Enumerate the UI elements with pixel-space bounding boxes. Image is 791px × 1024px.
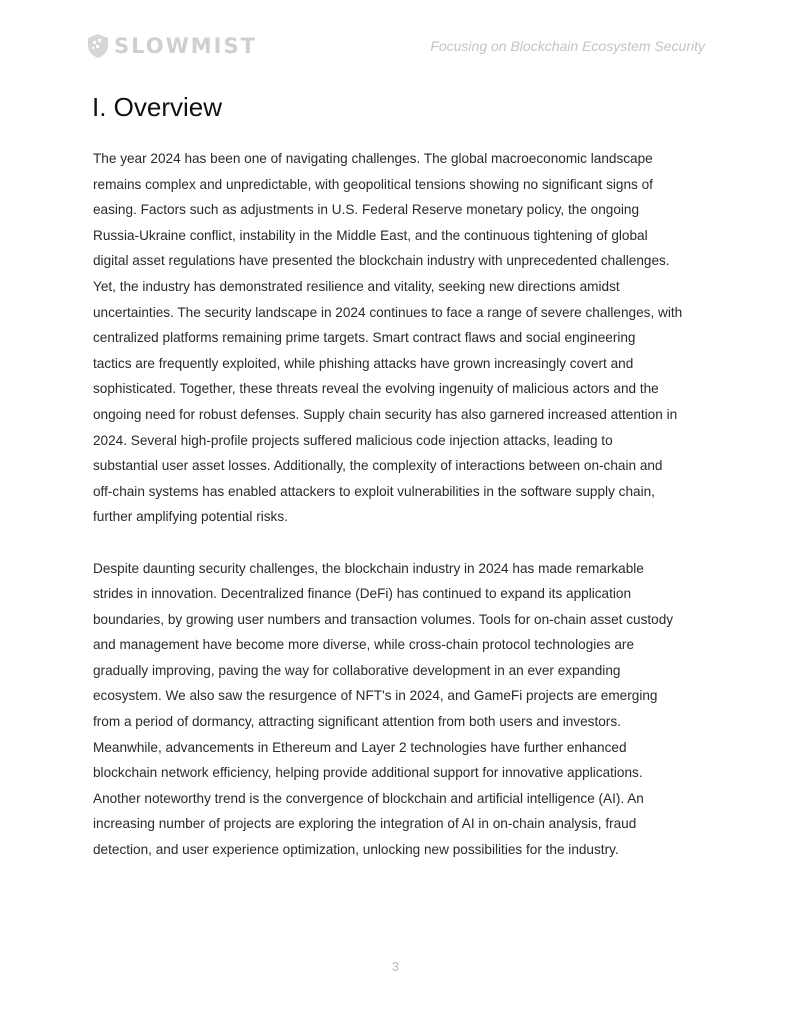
text-line: off-chain systems has enabled attackers to exploit vulnerabilities in the software supply chain, — [93, 483, 655, 499]
text-line: increasing number of projects are exploring the integration of AI in on-chain analysis, fraud — [93, 816, 637, 832]
text-line: from a period of dormancy, attracting significant attention from both users and investors. — [93, 714, 621, 730]
text-line: sophisticated. Together, these threats reveal the evolving ingenuity of malicious actors and the — [93, 381, 659, 397]
body-text — [93, 146, 713, 888]
text-line: tactics are frequently exploited, while phishing attacks have grown increasingly covert and — [93, 355, 634, 371]
text-line: digital asset regulations have presented the blockchain industry with unprecedented challenges. — [93, 253, 670, 269]
text-line: Yet, the industry has demonstrated resilience and vitality, seeking new directions amidst — [93, 278, 620, 294]
section-title: I. Overview — [92, 92, 223, 122]
slowmist-logo — [86, 33, 257, 59]
text-line: Another noteworthy trend is the convergence of blockchain and artificial intelligence (AI). An — [93, 790, 644, 806]
text-line: ecosystem. We also saw the resurgence of NFT's in 2024, and GameFi projects are emerging — [93, 688, 658, 704]
paragraph — [93, 556, 713, 863]
text-line: gradually improving, paving the way for collaborative development in an ever expanding — [93, 662, 621, 678]
text-line: further amplifying potential risks. — [93, 509, 288, 525]
text-line: uncertainties. The security landscape in 2024 continues to face a range of severe challenges, with — [93, 304, 683, 320]
text-line: easing. Factors such as adjustments in U.S. Federal Reserve monetary policy, the ongoing — [93, 202, 640, 218]
text-line: Despite daunting security challenges, the blockchain industry in 2024 has made remarkable — [93, 560, 644, 576]
text-line: substantial user asset losses. Additionally, the complexity of interactions between on-chain and — [93, 458, 663, 474]
text-line: boundaries, by growing user numbers and transaction volumes. Tools for on-chain asset custody — [93, 611, 674, 627]
text-line: 2024. Several high-profile projects suffered malicious code injection attacks, leading to — [93, 432, 613, 448]
text-line: The year 2024 has been one of navigating challenges. The global macroeconomic landscape — [93, 151, 653, 166]
header-tagline: Focusing on Blockchain Ecosystem Security — [430, 38, 705, 54]
logo-wordmark: SLOWMIST — [114, 34, 257, 58]
text-line: remains complex and unpredictable, with geopolitical tensions showing no significant signs of — [93, 176, 653, 192]
text-line: Meanwhile, advancements in Ethereum and Layer 2 technologies have further enhanced — [93, 739, 627, 755]
shield-icon — [86, 33, 110, 59]
text-line: and management have become more diverse, while cross-chain protocol technologies are — [93, 637, 635, 653]
text-line: Russia-Ukraine conflict, instability in the Middle East, and the continuous tightening of global — [93, 227, 648, 243]
text-line: strides in innovation. Decentralized finance (DeFi) has continued to expand its application — [93, 586, 632, 602]
paragraph — [93, 146, 713, 530]
text-line: blockchain network efficiency, helping provide additional support for innovative applications. — [93, 765, 643, 781]
page-number: 3 — [391, 959, 400, 974]
text-line: ongoing need for robust defenses. Supply chain security has also garnered increased attention in — [93, 406, 678, 422]
text-line: detection, and user experience optimization, unlocking new possibilities for the industry. — [93, 842, 619, 858]
text-line: centralized platforms remaining prime targets. Smart contract flaws and social engineering — [93, 330, 636, 346]
